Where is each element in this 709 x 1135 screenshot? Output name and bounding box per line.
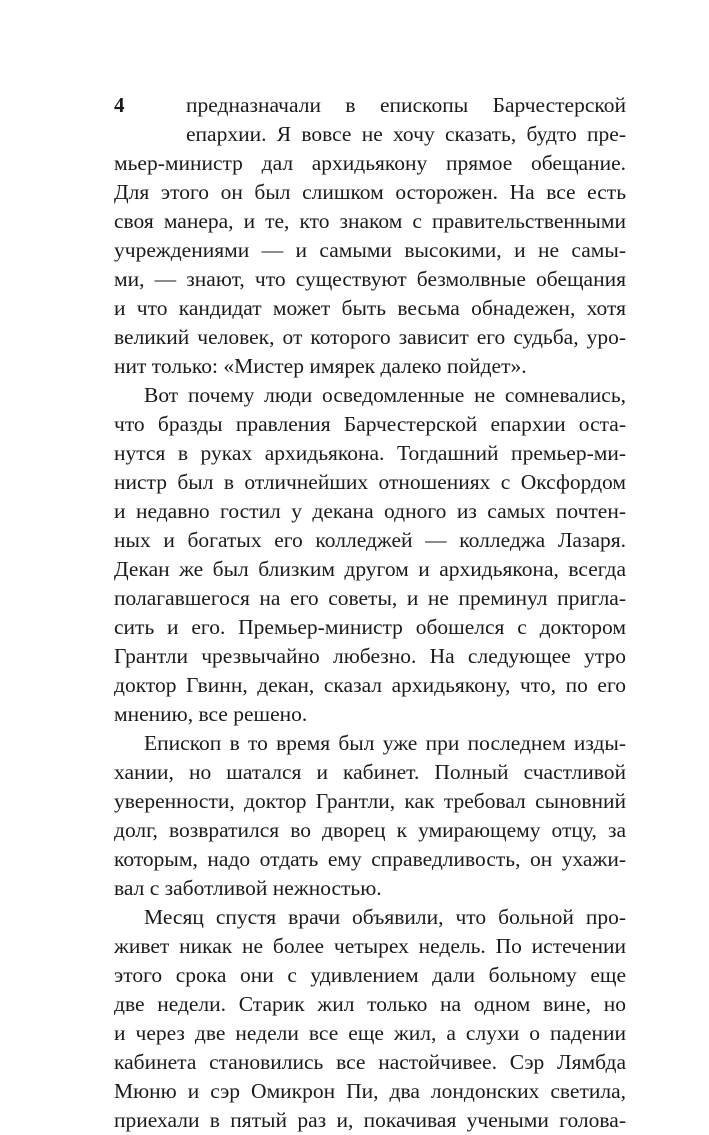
text-line: мнению, все решено.: [114, 702, 308, 726]
text-line: Епископ в то время был уже при последнем изды-: [144, 731, 626, 755]
text-line: Вот почему люди осведомленные не сомневались,: [144, 383, 626, 407]
text-line: своя манера, и те, кто знаком с правительственными: [114, 209, 626, 233]
text-line: предназначали в епископы Барчестерской: [186, 93, 626, 117]
text-line: долг, возвратился во дворец к умирающему отцу, за: [114, 818, 626, 842]
text-line: нит только: «Мистер имярек далеко пойдет».: [114, 354, 527, 378]
text-line: и через две недели все еще жил, а слухи о падении: [114, 1021, 626, 1045]
text-line: Мюню и сэр Омикрон Пи, два лондонских светила,: [114, 1079, 626, 1103]
text-line: ных и богатых его колледжей — колледжа Лазаря.: [114, 528, 626, 552]
text-line: ми, — знают, что существуют безмолвные обещания: [114, 267, 626, 291]
text-line: и что кандидат может быть весьма обнадежен, хотя: [114, 296, 626, 320]
text-line: великий человек, от которого зависит его судьба, уро-: [114, 325, 626, 349]
text-line: и недавно гостил у декана одного из самых почтен-: [114, 499, 626, 523]
text-line: сить и его. Премьер-министр обошелся с доктором: [114, 615, 626, 639]
text-line: Для этого он был слишком осторожен. На все есть: [114, 180, 626, 204]
text-line: епархии. Я вовсе не хочу сказать, будто пре-: [186, 122, 626, 146]
text-line: приехали в пятый раз и, покачивая учеными голова-: [114, 1108, 626, 1132]
text-line: этого срока они с удивлением дали больному еще: [114, 963, 626, 987]
text-line: нутся в руках архидьякона. Тогдашний премьер-ми-: [114, 441, 626, 465]
text-line: живет никак не более четырех недель. По истечении: [114, 934, 626, 958]
text-line: вал с заботливой нежностью.: [114, 876, 382, 900]
text-line: мьер-министр дал архидьякону прямое обещание.: [114, 151, 626, 175]
text-line: которым, надо отдать ему справедливость, он ухажи-: [114, 847, 626, 871]
text-line: доктор Гвинн, декан, сказал архидьякону, что, по его: [114, 673, 626, 697]
text-line: уверенности, доктор Грантли, как требовал сыновний: [114, 789, 626, 813]
text-line: Грантли чрезвычайно любезно. На следующее утро: [114, 644, 626, 668]
text-line: полагавшегося на его советы, и не преминул пригла-: [114, 586, 626, 610]
text-line: хании, но шатался и кабинет. Полный счастливой: [114, 760, 626, 784]
text-line: Месяц спустя врачи объявили, что больной про-: [144, 905, 626, 929]
text-line: нистр был в отличнейших отношениях с Оксфордом: [114, 470, 626, 494]
text-line: что бразды правления Барчестерской епархии оста-: [114, 412, 626, 436]
text-line: Декан же был близким другом и архидьякона, всегда: [114, 557, 626, 581]
text-line: кабинета становились все настойчивее. Сэр Лямбда: [114, 1050, 626, 1074]
text-line: две недели. Старик жил только на одном вине, но: [114, 992, 626, 1016]
page-number: 4: [114, 93, 125, 117]
text-line: учреждениями — и самыми высокими, и не самы-: [114, 238, 626, 262]
